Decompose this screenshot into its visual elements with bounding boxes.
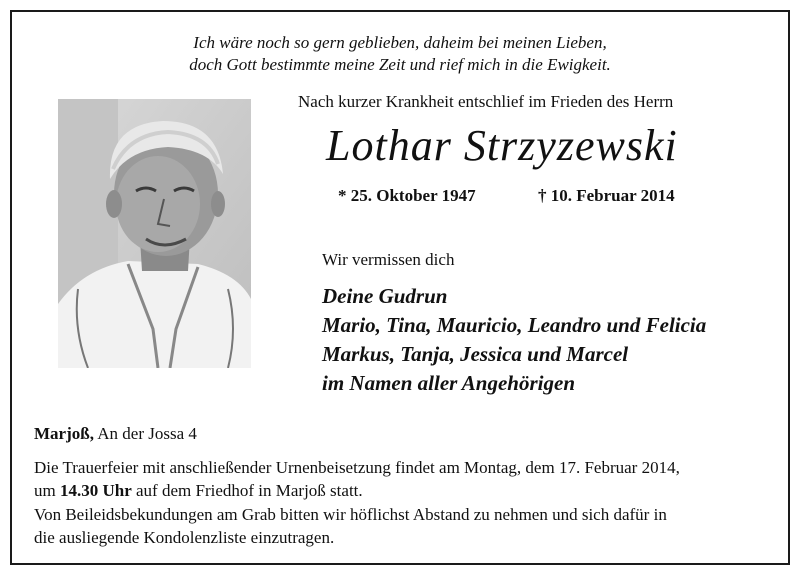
verse-line-2: doch Gott bestimmte meine Zeit und rief mich in die Ewigkeit. <box>189 55 611 74</box>
portrait-photo <box>58 99 251 368</box>
address-street: An der Jossa 4 <box>97 424 197 443</box>
death-date-value: 10. Februar 2014 <box>550 186 675 205</box>
family-address <box>34 424 197 444</box>
birth-date <box>338 186 476 205</box>
deceased-name: Lothar Strzyzewski <box>326 121 678 170</box>
life-dates <box>338 186 675 206</box>
service-time-prefix: um <box>34 481 56 500</box>
verse-line-1: Ich wäre noch so gern geblieben, daheim bei meinen Lieben, <box>193 33 607 52</box>
service-text-line-2 <box>34 481 363 501</box>
death-symbol: † <box>538 186 547 205</box>
mourner-line: Deine Gudrun <box>322 284 448 308</box>
service-text-line-3: Von Beileidsbekundungen am Grab bitten wir höflichst Abstand zu nehmen und sich dafür in <box>34 505 667 524</box>
service-time: 14.30 Uhr <box>59 481 132 500</box>
service-text-line-1: Die Trauerfeier mit anschließender Urnenbeisetzung findet am Montag, dem 17. Februar 2014, <box>34 458 680 477</box>
portrait-illustration <box>58 99 251 368</box>
mourner-line: im Namen aller Angehörigen <box>322 371 575 395</box>
mourner-line: Mario, Tina, Mauricio, Leandro und Felicia <box>322 313 707 337</box>
death-date <box>538 186 675 206</box>
mourners-intro: Wir vermissen dich <box>322 250 455 269</box>
birth-date-value: 25. Oktober 1947 <box>350 186 476 205</box>
service-location: auf dem Friedhof in Marjoß statt. <box>136 481 363 500</box>
death-announcement-intro: Nach kurzer Krankheit entschlief im Frieden des Herrn <box>298 92 674 111</box>
birth-symbol: * <box>338 186 347 205</box>
mourner-line: Markus, Tanja, Jessica und Marcel <box>322 342 629 366</box>
service-text-line-4: die ausliegende Kondolenzliste einzutragen. <box>34 528 335 547</box>
address-town: Marjoß, <box>34 424 94 443</box>
